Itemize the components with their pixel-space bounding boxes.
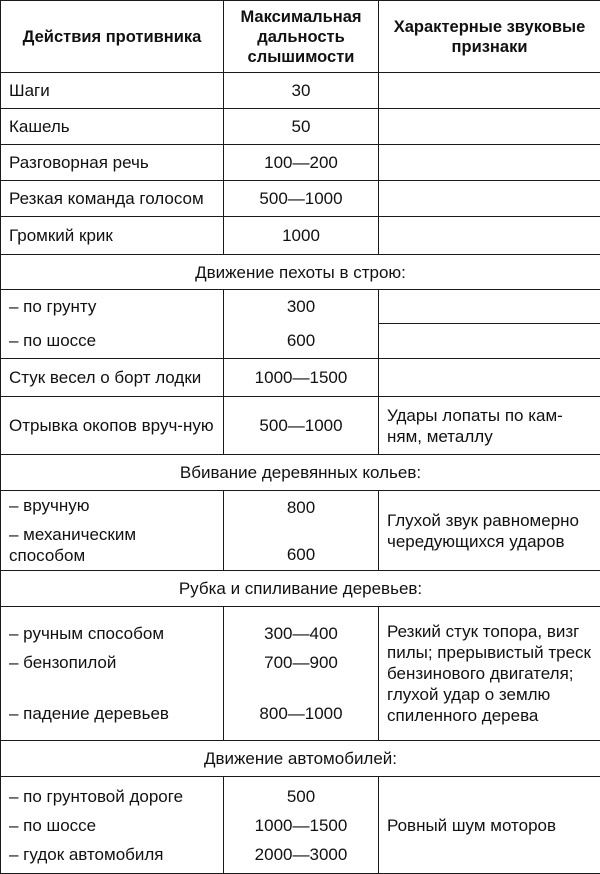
header-range: Максимальная дальность слышимости — [224, 1, 379, 73]
action-cell: Громкий крик — [1, 217, 224, 255]
table-row — [1, 109, 600, 145]
section-title: Движение автомобилей: — [1, 741, 600, 777]
section-row — [1, 255, 600, 290]
section-title: Рубка и спиливание деревьев: — [1, 571, 600, 607]
table-row — [1, 290, 600, 324]
range-cell: 600 — [224, 324, 379, 359]
action-cell: – по шоссе — [1, 324, 224, 359]
signs-cell: Ровный шум моторов — [379, 777, 600, 874]
action-cell: Резкая команда голосом — [1, 181, 224, 217]
action-cell — [1, 607, 224, 741]
action-item: – гудок автомобиля — [9, 844, 215, 865]
signs-cell: Удары лопаты по кам-ням, металлу — [379, 397, 600, 455]
range-item: 700—900 — [232, 652, 370, 673]
section-row — [1, 741, 600, 777]
signs-cell — [379, 73, 600, 109]
table-row — [1, 73, 600, 109]
section-title: Вбивание деревянных кольев: — [1, 455, 600, 491]
action-cell: – по грунту — [1, 290, 224, 324]
range-cell: 500—1000 — [224, 397, 379, 455]
range-item: 800—1000 — [232, 703, 370, 724]
action-cell: Разговорная речь — [1, 145, 224, 181]
action-item: – ручным способом — [9, 623, 215, 644]
action-cell — [1, 491, 224, 571]
signs-cell — [379, 145, 600, 181]
range-cell: 1000 — [224, 217, 379, 255]
signs-cell — [379, 217, 600, 255]
table-row — [1, 145, 600, 181]
header-signs: Характерные звуковые признаки — [379, 1, 600, 73]
action-item: – бензопилой — [9, 652, 215, 673]
signs-cell — [379, 290, 600, 324]
range-item: 2000—3000 — [232, 844, 370, 865]
range-cell — [224, 491, 379, 571]
table-row — [1, 324, 600, 359]
action-item: – падение деревьев — [9, 703, 215, 724]
signs-cell — [379, 359, 600, 397]
table-row — [1, 491, 600, 571]
section-title: Движение пехоты в строю: — [1, 255, 600, 290]
section-row — [1, 571, 600, 607]
range-cell: 50 — [224, 109, 379, 145]
range-cell: 100—200 — [224, 145, 379, 181]
action-item: – по шоссе — [9, 815, 215, 836]
range-cell: 30 — [224, 73, 379, 109]
signs-cell — [379, 181, 600, 217]
table-row — [1, 777, 600, 874]
range-item: 600 — [232, 544, 370, 565]
signs-cell — [379, 109, 600, 145]
table-row — [1, 607, 600, 741]
table-row — [1, 359, 600, 397]
action-cell: Стук весел о борт лодки — [1, 359, 224, 397]
signs-cell: Резкий стук топора, визг пилы; прерывистый треск бензинового двигателя; глухой удар о землю спиленного дерева — [379, 607, 600, 741]
range-cell: 300 — [224, 290, 379, 324]
header-row — [1, 1, 600, 73]
range-cell: 500—1000 — [224, 181, 379, 217]
range-cell — [224, 607, 379, 741]
table-row — [1, 397, 600, 455]
range-item: 300—400 — [232, 623, 370, 644]
table-row — [1, 181, 600, 217]
action-cell: Кашель — [1, 109, 224, 145]
action-item: – вручную — [9, 495, 215, 516]
action-cell — [1, 777, 224, 874]
table-row — [1, 217, 600, 255]
action-cell: Шаги — [1, 73, 224, 109]
range-item: 1000—1500 — [232, 815, 370, 836]
range-cell: 1000—1500 — [224, 359, 379, 397]
action-cell: Отрывка окопов вруч-ную — [1, 397, 224, 455]
action-item: – по грунтовой дороге — [9, 786, 215, 807]
range-item: 800 — [232, 497, 370, 518]
header-actions: Действия противника — [1, 1, 224, 73]
section-row — [1, 455, 600, 491]
action-item: – механическим способом — [9, 524, 215, 566]
range-cell — [224, 777, 379, 874]
signs-cell — [379, 324, 600, 359]
signs-cell: Глухой звук равномерно чередующихся ударов — [379, 491, 600, 571]
range-item: 500 — [232, 786, 370, 807]
